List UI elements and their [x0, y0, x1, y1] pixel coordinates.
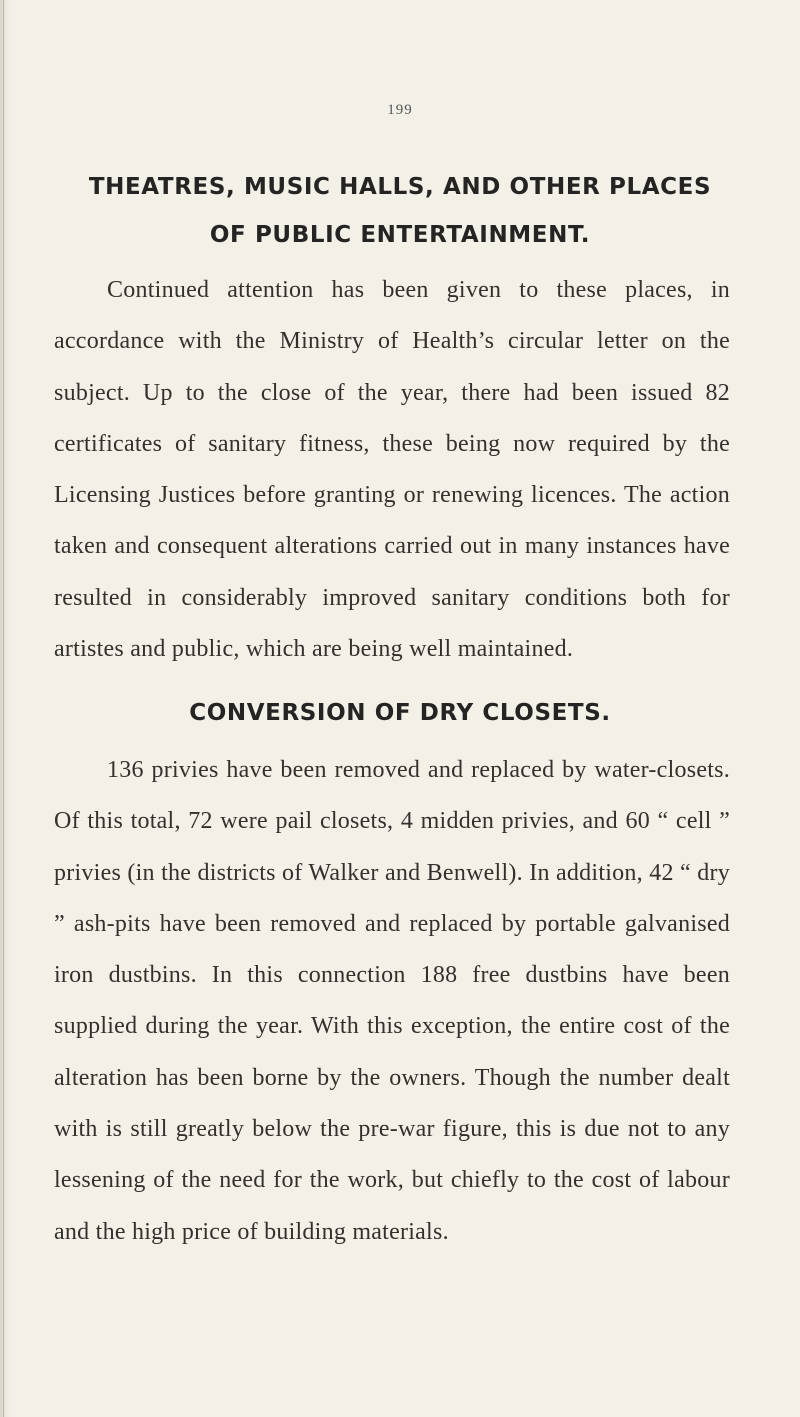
dry-closets-paragraph: 136 privies have been removed and replaced by water-closets. Of this total, 72 were pail closets, 4 midden privies, and 60 “ cell ” privies (in the districts of Walker and Benwell). In addition, 42 “ dry ” ash-pits have been removed and replaced by portable galvanised iron dustbins. In this connection 188 free dustbins have been supplied during the year. With this exception, the entire cost of the alteration has been borne by the owners. Though the number dealt with is still greatly below the pre-war figure, this is due not to any lessening of the need for the work, but chiefly to the cost of labour and the high price of building materials. [54, 757, 730, 1245]
section-heading-dry-closets: CONVERSION OF DRY CLOSETS. [189, 700, 611, 726]
page-number: 199 [387, 102, 413, 118]
section-heading-theatres-line2: OF PUBLIC ENTERTAINMENT. [209, 222, 591, 248]
theatres-paragraph: Continued attention has been given to these places, in accordance with the Ministry of Health’s circular letter on the subject. Up to the close of the year, there had been issued 82 certificates of sanitary fitness, these being now required by the Licensing Justices before granting or renewing licences. The action taken and consequent alterations carried out in many instances have resulted in considerably improved sanitary conditions both for artistes and public, which are being well maintained. [54, 277, 730, 663]
section-heading-theatres-line1: THEATRES, MUSIC HALLS, AND OTHER PLACES [88, 174, 712, 200]
